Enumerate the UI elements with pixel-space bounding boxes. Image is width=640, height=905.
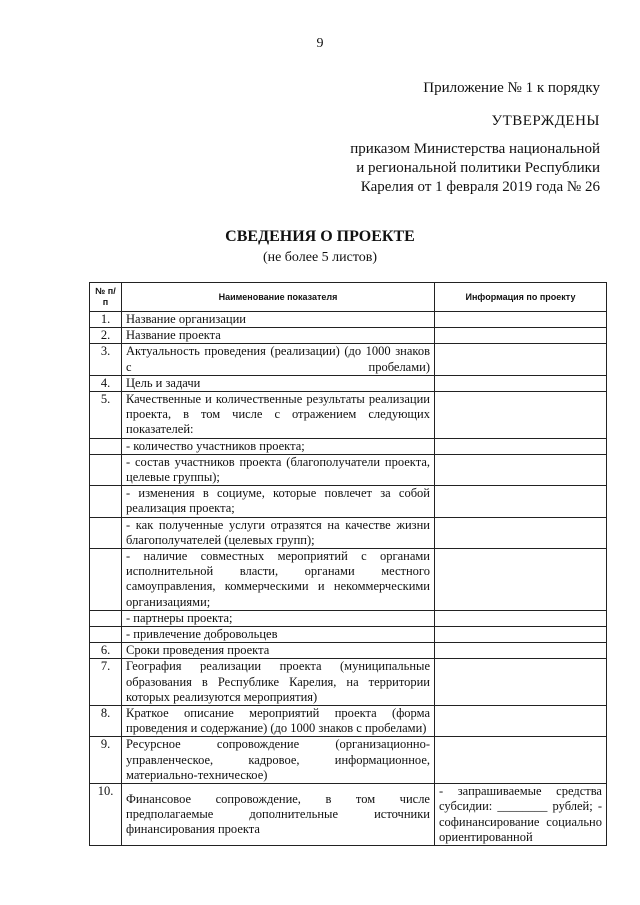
row-number xyxy=(90,627,122,643)
row-number: 10. xyxy=(90,784,122,846)
row-number xyxy=(90,454,122,485)
order-line: Карелия от 1 февраля 2019 года № 26 xyxy=(360,179,600,195)
row-info-cell xyxy=(435,517,607,548)
row-number: 3. xyxy=(90,344,122,375)
header-num: № п/п xyxy=(90,283,122,312)
row-number xyxy=(90,486,122,517)
order-line: и региональной политики Республики xyxy=(356,160,600,176)
row-indicator: - привлечение добровольцев xyxy=(122,627,435,643)
row-number xyxy=(90,610,122,626)
header-info: Информация по проекту xyxy=(435,283,607,312)
document-title: СВЕДЕНИЯ О ПРОЕКТЕ xyxy=(225,228,415,245)
row-indicator: - количество участников проекта; xyxy=(122,438,435,454)
table-row xyxy=(90,627,607,643)
row-indicator: - изменения в социуме, которые повлечет за собой реализация проекта; xyxy=(122,486,435,517)
row-info-cell xyxy=(435,627,607,643)
table-row xyxy=(90,706,607,737)
row-info-cell xyxy=(435,344,607,375)
table-row xyxy=(90,375,607,391)
row-number: 9. xyxy=(90,737,122,784)
row-number: 1. xyxy=(90,312,122,328)
table-row xyxy=(90,328,607,344)
row-info-cell xyxy=(435,328,607,344)
appendix-label: Приложение № 1 к порядку xyxy=(423,80,600,96)
table-row xyxy=(90,438,607,454)
row-indicator: Краткое описание мероприятий проекта (форма проведения и содержание) (до 1000 знаков с пробелами) xyxy=(122,706,435,737)
row-indicator: География реализации проекта (муниципальные образования в Республике Карелия, на территории которых реализуются мероприятия) xyxy=(122,659,435,706)
row-number: 8. xyxy=(90,706,122,737)
row-indicator: Цель и задачи xyxy=(122,375,435,391)
table-row xyxy=(90,392,607,439)
row-indicator: Название организации xyxy=(122,312,435,328)
row-info-cell xyxy=(435,643,607,659)
table-row xyxy=(90,784,607,846)
row-indicator: Качественные и количественные результаты реализации проекта, в том числе с отражением следующих показателей: xyxy=(122,392,435,439)
table-row xyxy=(90,643,607,659)
row-info-cell xyxy=(435,610,607,626)
row-info-cell xyxy=(435,454,607,485)
header-indicator: Наименование показателя xyxy=(122,283,435,312)
table-row xyxy=(90,737,607,784)
table-row xyxy=(90,312,607,328)
row-number: 4. xyxy=(90,375,122,391)
table-row xyxy=(90,486,607,517)
row-indicator: Название проекта xyxy=(122,328,435,344)
document-subtitle: (не более 5 листов) xyxy=(262,250,378,265)
row-info-cell xyxy=(435,312,607,328)
row-info-cell xyxy=(435,659,607,706)
row-info-cell xyxy=(435,549,607,611)
table-row xyxy=(90,549,607,611)
row-indicator: - как полученные услуги отразятся на качестве жизни благополучателей (целевых групп); xyxy=(122,517,435,548)
table-row xyxy=(90,344,607,375)
table-row xyxy=(90,454,607,485)
table-row xyxy=(90,610,607,626)
row-indicator: - состав участников проекта (благополучатели проекта, целевые группы); xyxy=(122,454,435,485)
approved-label: УТВЕРЖДЕНЫ xyxy=(491,113,600,129)
row-number: 7. xyxy=(90,659,122,706)
page-number: 9 xyxy=(316,36,324,51)
order-reference xyxy=(350,140,600,197)
row-indicator: - партнеры проекта; xyxy=(122,610,435,626)
row-number: 5. xyxy=(90,392,122,439)
row-indicator: Финансовое сопровождение, в том числе предполагаемые дополнительные источники финансирования проекта xyxy=(122,784,435,846)
row-info-cell xyxy=(435,375,607,391)
row-info-cell xyxy=(435,706,607,737)
table-row xyxy=(90,517,607,548)
project-info-table xyxy=(89,282,607,846)
row-number xyxy=(90,549,122,611)
row-indicator: Актуальность проведения (реализации) (до 1000 знаков с пробелами) xyxy=(122,344,435,375)
row-number xyxy=(90,438,122,454)
row-info-cell xyxy=(435,737,607,784)
row-info-cell xyxy=(435,486,607,517)
row-indicator: Сроки проведения проекта xyxy=(122,643,435,659)
row-indicator: Ресурсное сопровождение (организационно-управленческое, кадровое, информационное, материально-техническое) xyxy=(122,737,435,784)
row-number: 6. xyxy=(90,643,122,659)
row-info-cell xyxy=(435,438,607,454)
row-info-cell xyxy=(435,392,607,439)
row-number: 2. xyxy=(90,328,122,344)
row-indicator: - наличие совместных мероприятий с органами исполнительной власти, органами местного самоуправления, коммерческими и некоммерческими организациями; xyxy=(122,549,435,611)
order-line: приказом Министерства национальной xyxy=(350,141,600,157)
row-number xyxy=(90,517,122,548)
row-info-cell: - запрашиваемые средства субсидии: ________ рублей; - софинансирование социально ориентированной xyxy=(435,784,607,846)
table-row xyxy=(90,659,607,706)
